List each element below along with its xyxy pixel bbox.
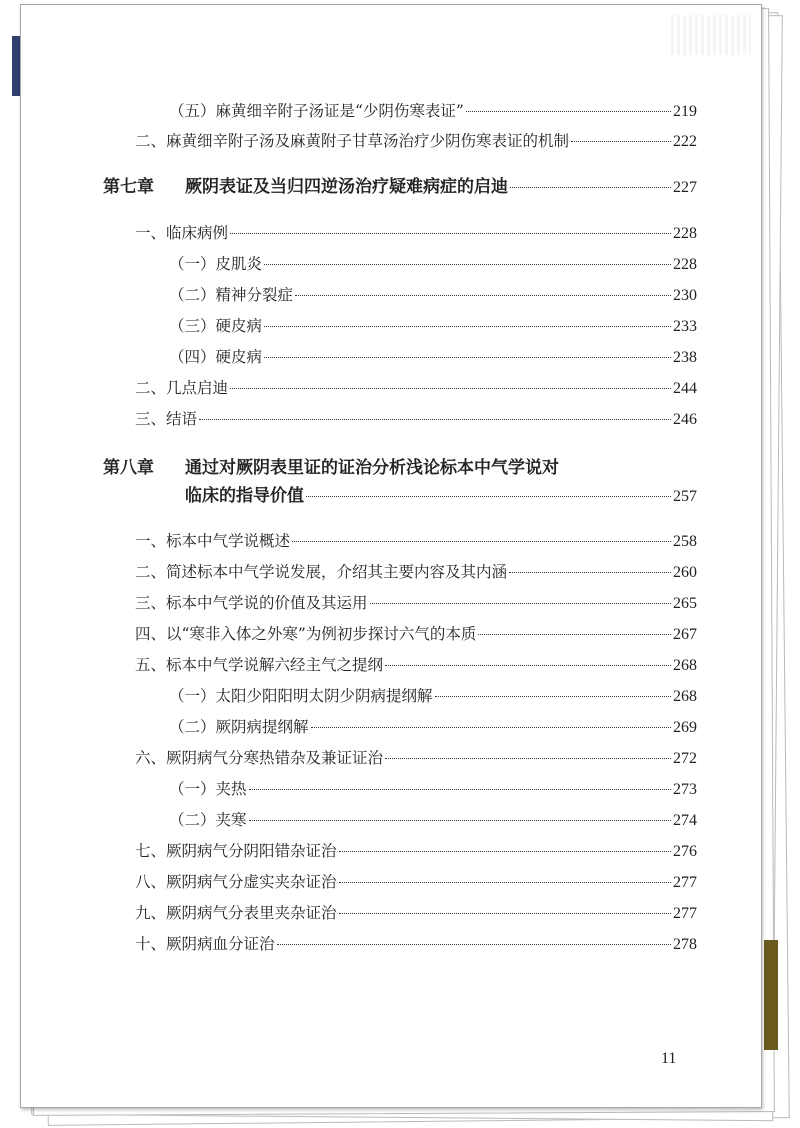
chapter-heading[interactable]: [103, 457, 559, 479]
toc-entry[interactable]: [135, 624, 697, 645]
leader-dots: [230, 388, 671, 389]
olive-edge-accent: [764, 940, 778, 1050]
toc-entry[interactable]: [135, 934, 697, 955]
toc-entry-label: 四、以“寒非入体之外寒”为例初步探讨六气的本质: [135, 625, 477, 643]
toc-entry[interactable]: [135, 655, 697, 676]
leader-dots: [435, 696, 671, 697]
toc-entry-page: 222: [673, 133, 697, 150]
leader-dots: [264, 357, 671, 358]
toc-entry-label: （二）厥阴病提纲解: [169, 718, 309, 736]
toc-entry-label: （二）夹寒: [169, 811, 247, 829]
toc-entry-label: （一）皮肌炎: [169, 255, 263, 273]
toc-entry-page: 233: [673, 318, 697, 335]
leader-dots: [339, 882, 671, 883]
toc-entry-page: 278: [673, 936, 697, 953]
toc-entry-page: 238: [673, 349, 697, 366]
leader-dots: [339, 851, 671, 852]
toc-entry-label: （三）硬皮病: [169, 317, 263, 335]
toc-entry-label: 二、麻黄细辛附子汤及麻黄附子甘草汤治疗少阴伤寒表证的机制: [135, 132, 570, 150]
leader-dots: [306, 496, 671, 497]
toc-entry[interactable]: [169, 254, 697, 275]
chapter-heading-continued[interactable]: [185, 486, 697, 507]
toc-entry-page: 272: [673, 750, 697, 767]
leader-dots: [264, 326, 671, 327]
toc-entry[interactable]: [135, 593, 697, 614]
toc-entry-label: 五、标本中气学说解六经主气之提纲: [135, 656, 384, 674]
chapter-title: 厥阴表证及当归四逆汤治疗疑难病症的启迪: [185, 177, 508, 197]
toc-entry[interactable]: [135, 562, 697, 583]
leader-dots: [249, 789, 671, 790]
toc-entry-page: 246: [673, 411, 697, 428]
toc-entry-page: 227: [673, 179, 697, 196]
toc-entry-page: 257: [673, 488, 697, 505]
leader-dots: [339, 913, 671, 914]
leader-dots: [510, 187, 671, 188]
toc-entry[interactable]: [135, 841, 697, 862]
leader-dots: [249, 820, 671, 821]
leader-dots: [277, 944, 671, 945]
toc-entry[interactable]: [169, 779, 697, 800]
toc-entry-page: 260: [673, 564, 697, 581]
toc-entry-page: 277: [673, 905, 697, 922]
toc-entry-page: 265: [673, 595, 697, 612]
leader-dots: [509, 572, 671, 573]
leader-dots: [385, 758, 671, 759]
toc-entry[interactable]: [169, 686, 697, 707]
toc-entry[interactable]: [135, 872, 697, 893]
leader-dots: [466, 111, 671, 112]
toc-entry-label: （五）麻黄细辛附子汤证是“少阴伤寒表证”: [169, 102, 464, 120]
toc-entry-page: 274: [673, 812, 697, 829]
toc-entry-label: 一、标本中气学说概述: [135, 532, 291, 550]
leader-dots: [571, 141, 671, 142]
toc-entry-page: 267: [673, 626, 697, 643]
toc-entry-page: 277: [673, 874, 697, 891]
toc-entry-label: 二、简述标本中气学说发展，介绍其主要内容及其内涵: [135, 563, 508, 581]
toc-entry-page: 230: [673, 287, 697, 304]
chapter-number: 第八章: [103, 458, 154, 478]
toc-entry-label: 一、临床病例: [135, 224, 229, 242]
leader-dots: [311, 727, 671, 728]
toc-entry[interactable]: [169, 347, 697, 368]
leader-dots: [370, 603, 671, 604]
toc-entry-page: 273: [673, 781, 697, 798]
toc-entry-label: （二）精神分裂症: [169, 286, 294, 304]
toc-entry[interactable]: [135, 748, 697, 769]
chapter-number: 第七章: [103, 177, 154, 197]
toc-entry-label: 九、厥阴病气分表里夹杂证治: [135, 904, 337, 922]
toc-entry-page: 219: [673, 103, 697, 120]
toc-entry-label: 八、厥阴病气分虚实夹杂证治: [135, 873, 337, 891]
toc-entry[interactable]: [135, 223, 697, 244]
toc-entry[interactable]: [135, 531, 697, 552]
toc-entry-page: 258: [673, 533, 697, 550]
toc-entry-page: 228: [673, 225, 697, 242]
leader-dots: [295, 295, 671, 296]
toc-entry-label: 三、标本中气学说的价值及其运用: [135, 594, 368, 612]
leader-dots: [292, 541, 671, 542]
toc-page: [20, 4, 762, 1108]
toc-entry[interactable]: [169, 285, 697, 306]
toc-entry[interactable]: [135, 378, 697, 399]
leader-dots: [385, 665, 671, 666]
leader-dots: [230, 233, 671, 234]
toc-entry-page: 276: [673, 843, 697, 860]
toc-entry[interactable]: [169, 101, 697, 122]
toc-entry-page: 228: [673, 256, 697, 273]
toc-entry-label: （一）夹热: [169, 780, 247, 798]
toc-entry-label: 二、几点启迪: [135, 379, 229, 397]
toc-entry[interactable]: [135, 903, 697, 924]
toc-entry[interactable]: [169, 717, 697, 738]
toc-entry[interactable]: [169, 316, 697, 337]
toc-entry-page: 244: [673, 380, 697, 397]
toc-entry-page: 269: [673, 719, 697, 736]
chapter-heading[interactable]: [103, 177, 697, 198]
leader-dots: [264, 264, 671, 265]
toc-entry-label: （四）硬皮病: [169, 348, 263, 366]
toc-entry-label: 三、结语: [135, 410, 198, 428]
toc-entry-label: （一）太阳少阳阳明太阴少阴病提纲解: [169, 687, 433, 705]
toc-entry-page: 268: [673, 688, 697, 705]
chapter-title: 通过对厥阴表里证的证治分析浅论标本中气学说对: [185, 458, 559, 478]
toc-entry-label: 十、厥阴病血分证治: [135, 935, 275, 953]
toc-entry[interactable]: [135, 131, 697, 152]
toc-entry-label: 六、厥阴病气分寒热错杂及兼证证治: [135, 749, 384, 767]
toc-entry-page: 268: [673, 657, 697, 674]
scan-noise: [671, 15, 751, 55]
toc-entry[interactable]: [135, 409, 697, 430]
toc-entry[interactable]: [169, 810, 697, 831]
leader-dots: [478, 634, 671, 635]
toc-entry-label: 七、厥阴病气分阴阳错杂证治: [135, 842, 337, 860]
chapter-title-line2: 临床的指导价值: [185, 486, 304, 506]
page-number: 11: [661, 1050, 677, 1067]
leader-dots: [199, 419, 671, 420]
